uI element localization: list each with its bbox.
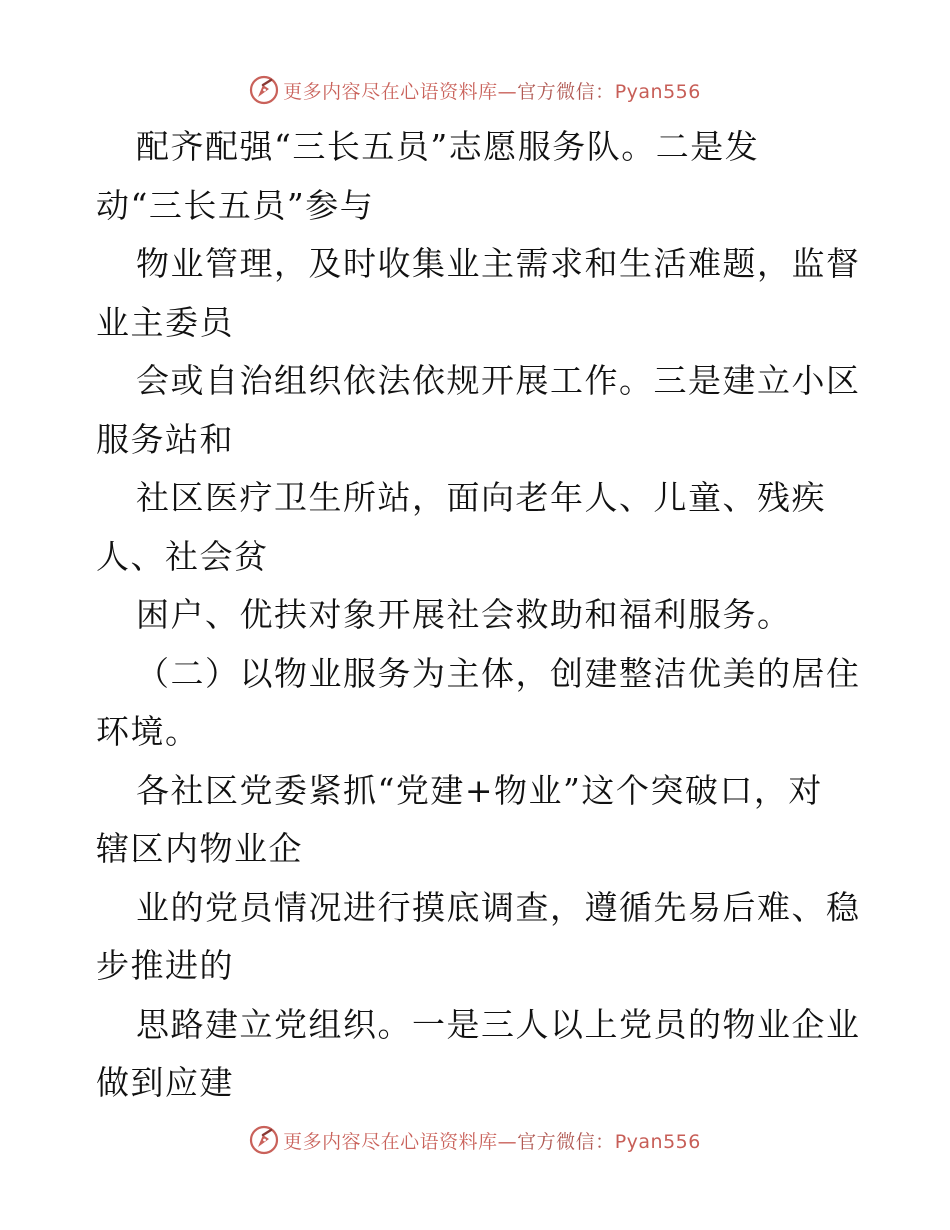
body-line: 环境。	[96, 712, 200, 751]
header-banner-wechat-id: Pyan556	[614, 80, 701, 103]
body-line: 物业管理，及时收集业主需求和生活难题，监督	[136, 244, 861, 283]
body-line: 困户、优扶对象开展社会救助和福利服务。	[136, 595, 792, 634]
body-line: 辖区内物业企	[96, 829, 303, 868]
header-banner-text	[283, 77, 701, 104]
footer-banner-wechat-id: Pyan556	[614, 1130, 701, 1153]
body-line: 服务站和	[96, 419, 234, 459]
body-line: 业主委员	[96, 302, 234, 342]
section-heading: （二）以物业服务为主体，创建整洁优美的居住	[136, 653, 861, 693]
footer-banner-dash: —	[497, 1130, 518, 1153]
body-line: 步推进的	[96, 946, 234, 985]
footer-banner-title: 更多内容尽在心语资料库	[283, 1130, 498, 1153]
body-line: 动“三长五员”参与	[96, 185, 375, 225]
body-line: 配齐配强“三长五员”志愿服务队。二是发	[136, 127, 760, 166]
footer-banner	[0, 1120, 950, 1160]
pen-nib-logo-icon	[249, 75, 279, 105]
footer-banner-wechat-label: 官方微信：	[517, 1130, 615, 1153]
pen-nib-logo-icon	[249, 1125, 279, 1155]
body-line: 人、社会贫	[96, 536, 269, 576]
header-banner-title: 更多内容尽在心语资料库	[283, 80, 498, 103]
body-line: 会或自治组织依法依规开展工作。三是建立小区	[136, 361, 861, 400]
header-banner-wechat-label: 官方微信：	[517, 80, 615, 103]
footer-banner-text	[283, 1127, 701, 1154]
document-body	[96, 118, 876, 1113]
body-line: 社区医疗卫生所站，面向老年人、儿童、残疾	[136, 478, 826, 517]
body-line: 业的党员情况进行摸底调查，遵循先易后难、稳	[136, 887, 861, 927]
body-line: 各社区党委紧抓“党建+物业”这个突破口，对	[136, 770, 823, 810]
body-line: 思路建立党组织。一是三人以上党员的物业企业	[136, 1004, 861, 1044]
header-banner	[0, 70, 950, 110]
header-banner-dash: —	[497, 80, 518, 103]
body-line: 做到应建	[96, 1063, 234, 1102]
